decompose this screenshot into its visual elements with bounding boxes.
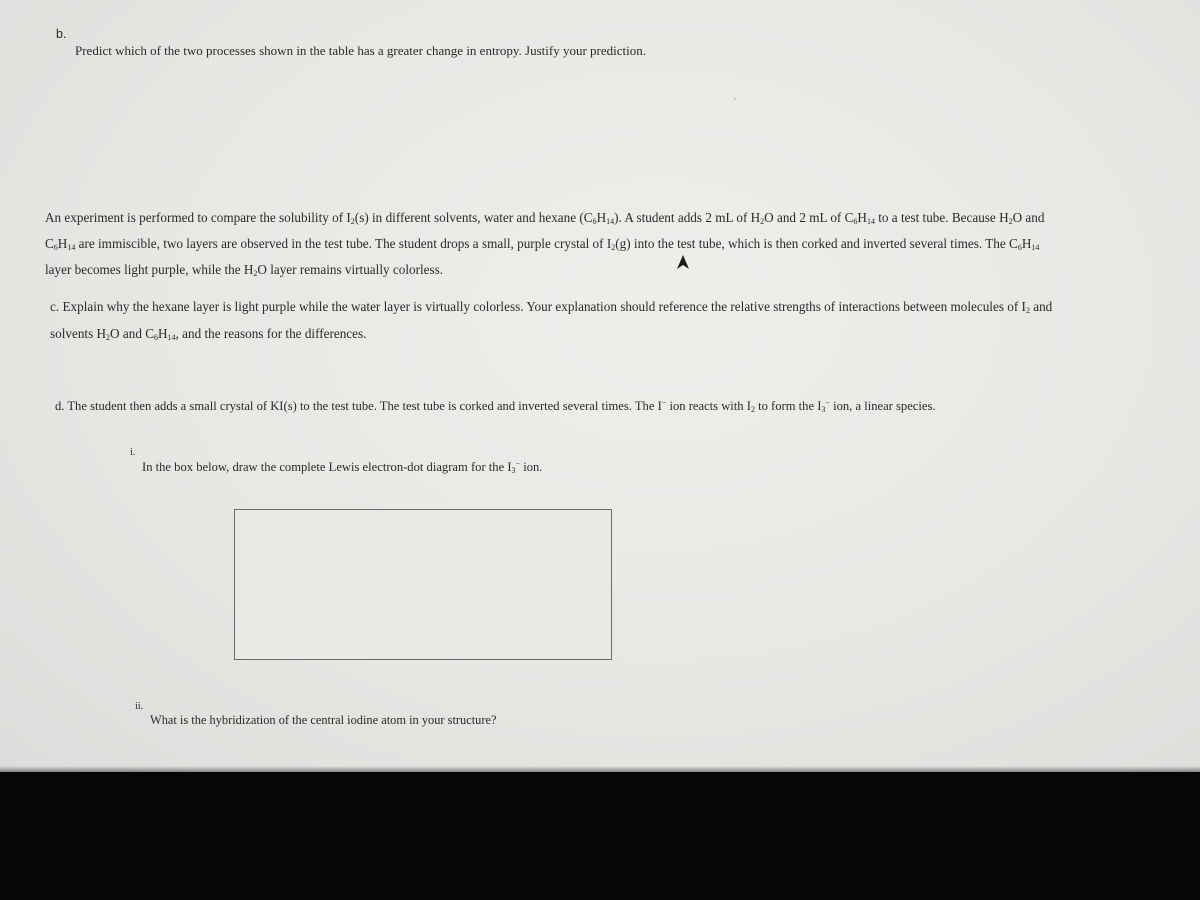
part-d-i-prompt: In the box below, draw the complete Lewis electron-dot diagram for the $I_3^-$ ion. <box>142 459 543 475</box>
part-d-ii-label: ii. <box>135 701 144 712</box>
part-d-statement: d. The student then adds a small crystal of KI(s) to the test tube. The test tube is corked and inverted several times. The I− ion reacts with $I_2$ to form the $I_3^-$ ion, a linear species. <box>55 398 936 414</box>
screen-speck <box>734 98 736 100</box>
mouse-cursor-icon <box>676 254 690 272</box>
experiment-line-1: An experiment is performed to compare the solubility of $I_2(s)$ in different solvents, water and hexane $(C_6H_{14})$. A student adds 2 mL of $H_2O$ and 2 mL of $C_6H_{14}$ to a test tube. Because $H_2O$ and <box>45 210 1045 226</box>
part-c-line-1: c. Explain why the hexane layer is light purple while the water layer is virtually colorless. Your explanation should reference the relative strengths of interactions between molecules of $I_2$ and <box>50 299 1053 315</box>
experiment-line-3: layer becomes light purple, while the $H_2O$ layer remains virtually colorless. <box>45 262 444 278</box>
part-d-ii-prompt: What is the hybridization of the central iodine atom in your structure? <box>150 713 497 727</box>
part-b-label: b. <box>56 27 67 41</box>
lewis-diagram-answer-box[interactable] <box>234 509 612 660</box>
part-c-line-2: solvents $H_2O$ and $C_6H_{14}$, and the reasons for the differences. <box>50 326 367 342</box>
experiment-line-2: $C_6H_{14}$ are immiscible, two layers are observed in the test tube. The student drops a small, purple crystal of $I_2(g)$ into the test tube, which is then corked and inverted several times. The $C_6H_{14}$ <box>45 236 1040 252</box>
monitor-bezel <box>0 772 1200 900</box>
part-b-question: Predict which of the two processes shown in the table has a greater change in entropy. Justify your prediction. <box>75 43 646 58</box>
part-d-i-label: i. <box>130 447 136 458</box>
